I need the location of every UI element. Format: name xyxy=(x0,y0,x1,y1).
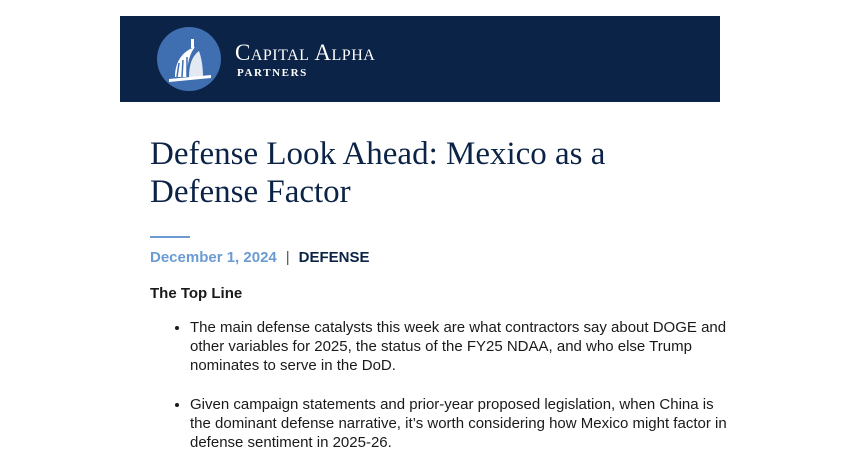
capitol-dome-icon xyxy=(157,27,221,91)
brand-subtitle: PARTNERS xyxy=(237,67,308,79)
top-line-list xyxy=(150,318,730,472)
article-date: December 1, 2024 xyxy=(150,249,277,266)
section-heading: The Top Line xyxy=(150,285,243,302)
article-meta xyxy=(150,249,370,267)
brand-name: Capital Alpha xyxy=(235,40,376,65)
list-item: • The main defense catalysts this week are what contractors say about DOGE and other variables for 2025, the status of the FY25 NDAA, and who else Trump nominates to serve in the DoD. xyxy=(190,318,730,375)
meta-separator: | xyxy=(285,249,290,266)
article-title: Defense Look Ahead: Mexico as a Defense Factor xyxy=(150,136,606,210)
article-category: DEFENSE xyxy=(298,249,370,266)
header-banner xyxy=(120,16,720,102)
list-item: • Given campaign statements and prior-year proposed legislation, when China is the dominant defense narrative, it’s worth considering how Mexico might factor in defense sentiment in 2025-26. xyxy=(190,395,730,452)
accent-divider xyxy=(150,236,190,238)
